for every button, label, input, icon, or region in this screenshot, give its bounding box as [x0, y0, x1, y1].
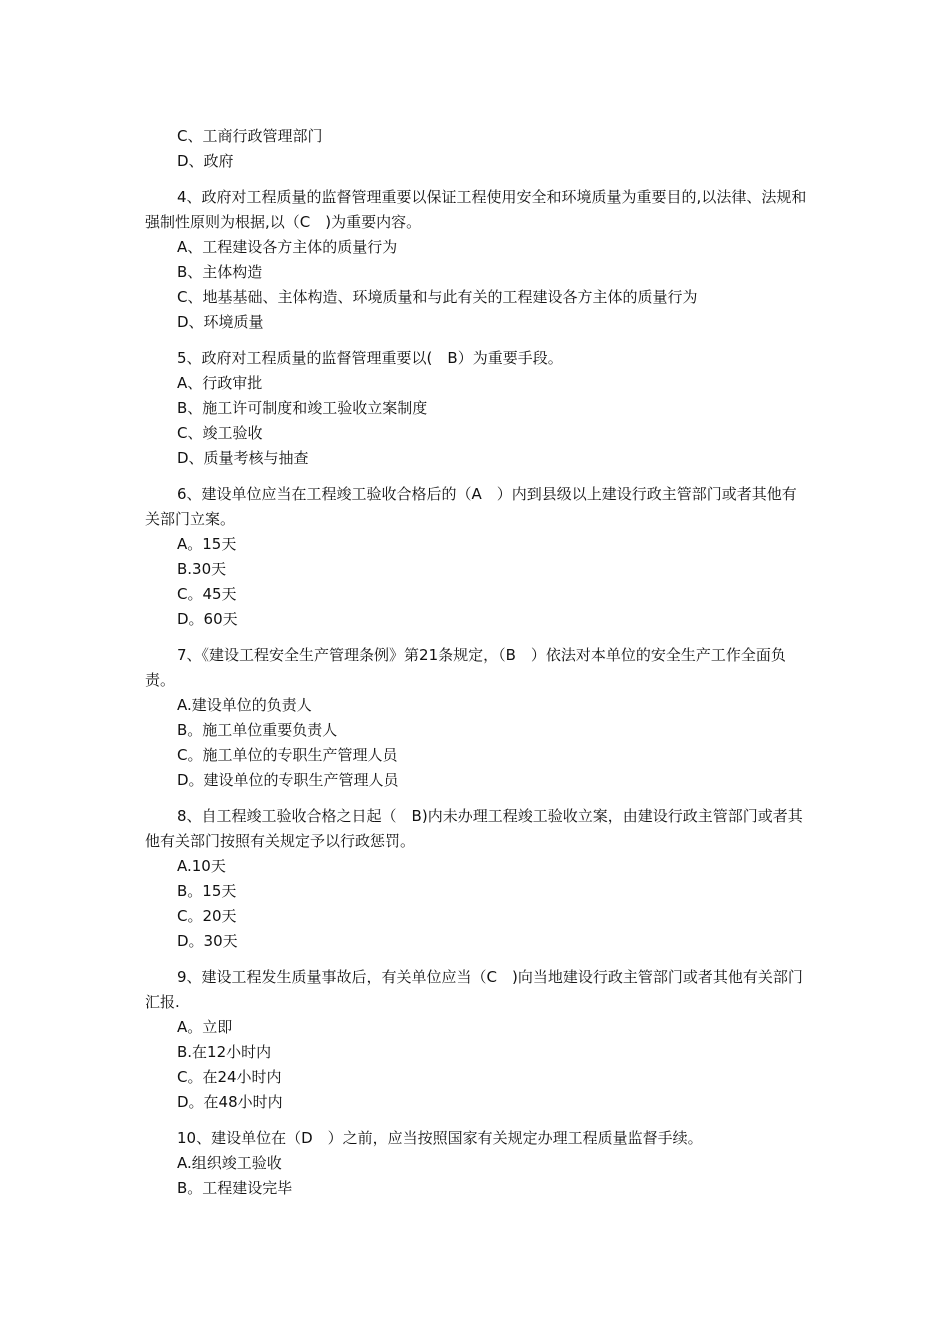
- option: C。在24小时内: [177, 1068, 282, 1086]
- option: B。工程建设完毕: [177, 1179, 293, 1197]
- question-8: [145, 804, 810, 954]
- option: D。建设单位的专职生产管理人员: [177, 771, 399, 789]
- option: C、竣工验收: [177, 424, 263, 442]
- question-6: [145, 482, 810, 632]
- option: C。45天: [177, 585, 237, 603]
- option: C。施工单位的专职生产管理人员: [177, 746, 398, 764]
- option: D。60天: [177, 610, 238, 628]
- question-stem: 7、《建设工程安全生产管理条例》第21条规定，（B ）依法对本单位的安全生产工作全面负责。: [145, 646, 786, 689]
- option: A.建设单位的负责人: [177, 696, 312, 714]
- question-9: [145, 965, 810, 1115]
- option: A、工程建设各方主体的质量行为: [177, 238, 398, 256]
- question-stem: 6、建设单位应当在工程竣工验收合格后的（A ）内到县级以上建设行政主管部门或者其他有关部门立案。: [145, 485, 797, 528]
- question-stem: 9、建设工程发生质量事故后，有关单位应当（C )向当地建设行政主管部门或者其他有关部门汇报.: [145, 968, 803, 1011]
- option: D、环境质量: [177, 313, 264, 331]
- question-stem: 5、政府对工程质量的监督管理重要以( B）为重要手段。: [177, 349, 563, 367]
- leading-options: [145, 124, 810, 174]
- option: B。施工单位重要负责人: [177, 721, 338, 739]
- question-stem: 4、政府对工程质量的监督管理重要以保证工程使用安全和环境质量为重要目的,以法律、法规和强制性原则为根据,以（C )为重要内容。: [145, 188, 807, 231]
- question-stem: 10、建设单位在（D ）之前，应当按照国家有关规定办理工程质量监督手续。: [177, 1129, 703, 1147]
- option: A.10天: [177, 857, 226, 875]
- option: D、质量考核与抽查: [177, 449, 309, 467]
- option: C、工商行政管理部门: [177, 127, 323, 145]
- option: B、施工许可制度和竣工验收立案制度: [177, 399, 428, 417]
- option: D。30天: [177, 932, 238, 950]
- option: D。在48小时内: [177, 1093, 283, 1111]
- option: C。20天: [177, 907, 237, 925]
- option: A、行政审批: [177, 374, 263, 392]
- document-body: [145, 124, 810, 1201]
- option: B、主体构造: [177, 263, 263, 281]
- option: D、政府: [177, 152, 234, 170]
- option: A.组织竣工验收: [177, 1154, 282, 1172]
- option: C、地基基础、主体构造、环境质量和与此有关的工程建设各方主体的质量行为: [177, 288, 698, 306]
- option: A。立即: [177, 1018, 233, 1036]
- option: A。15天: [177, 535, 237, 553]
- question-4: [145, 185, 810, 335]
- question-5: [145, 346, 810, 471]
- question-stem: 8、自工程竣工验收合格之日起（ B)内未办理工程竣工验收立案，由建设行政主管部门或者其他有关部门按照有关规定予以行政惩罚。: [145, 807, 803, 850]
- question-7: [145, 643, 810, 793]
- question-10: [145, 1126, 810, 1201]
- option: B.30天: [177, 560, 227, 578]
- option: B。15天: [177, 882, 237, 900]
- option: B.在12小时内: [177, 1043, 272, 1061]
